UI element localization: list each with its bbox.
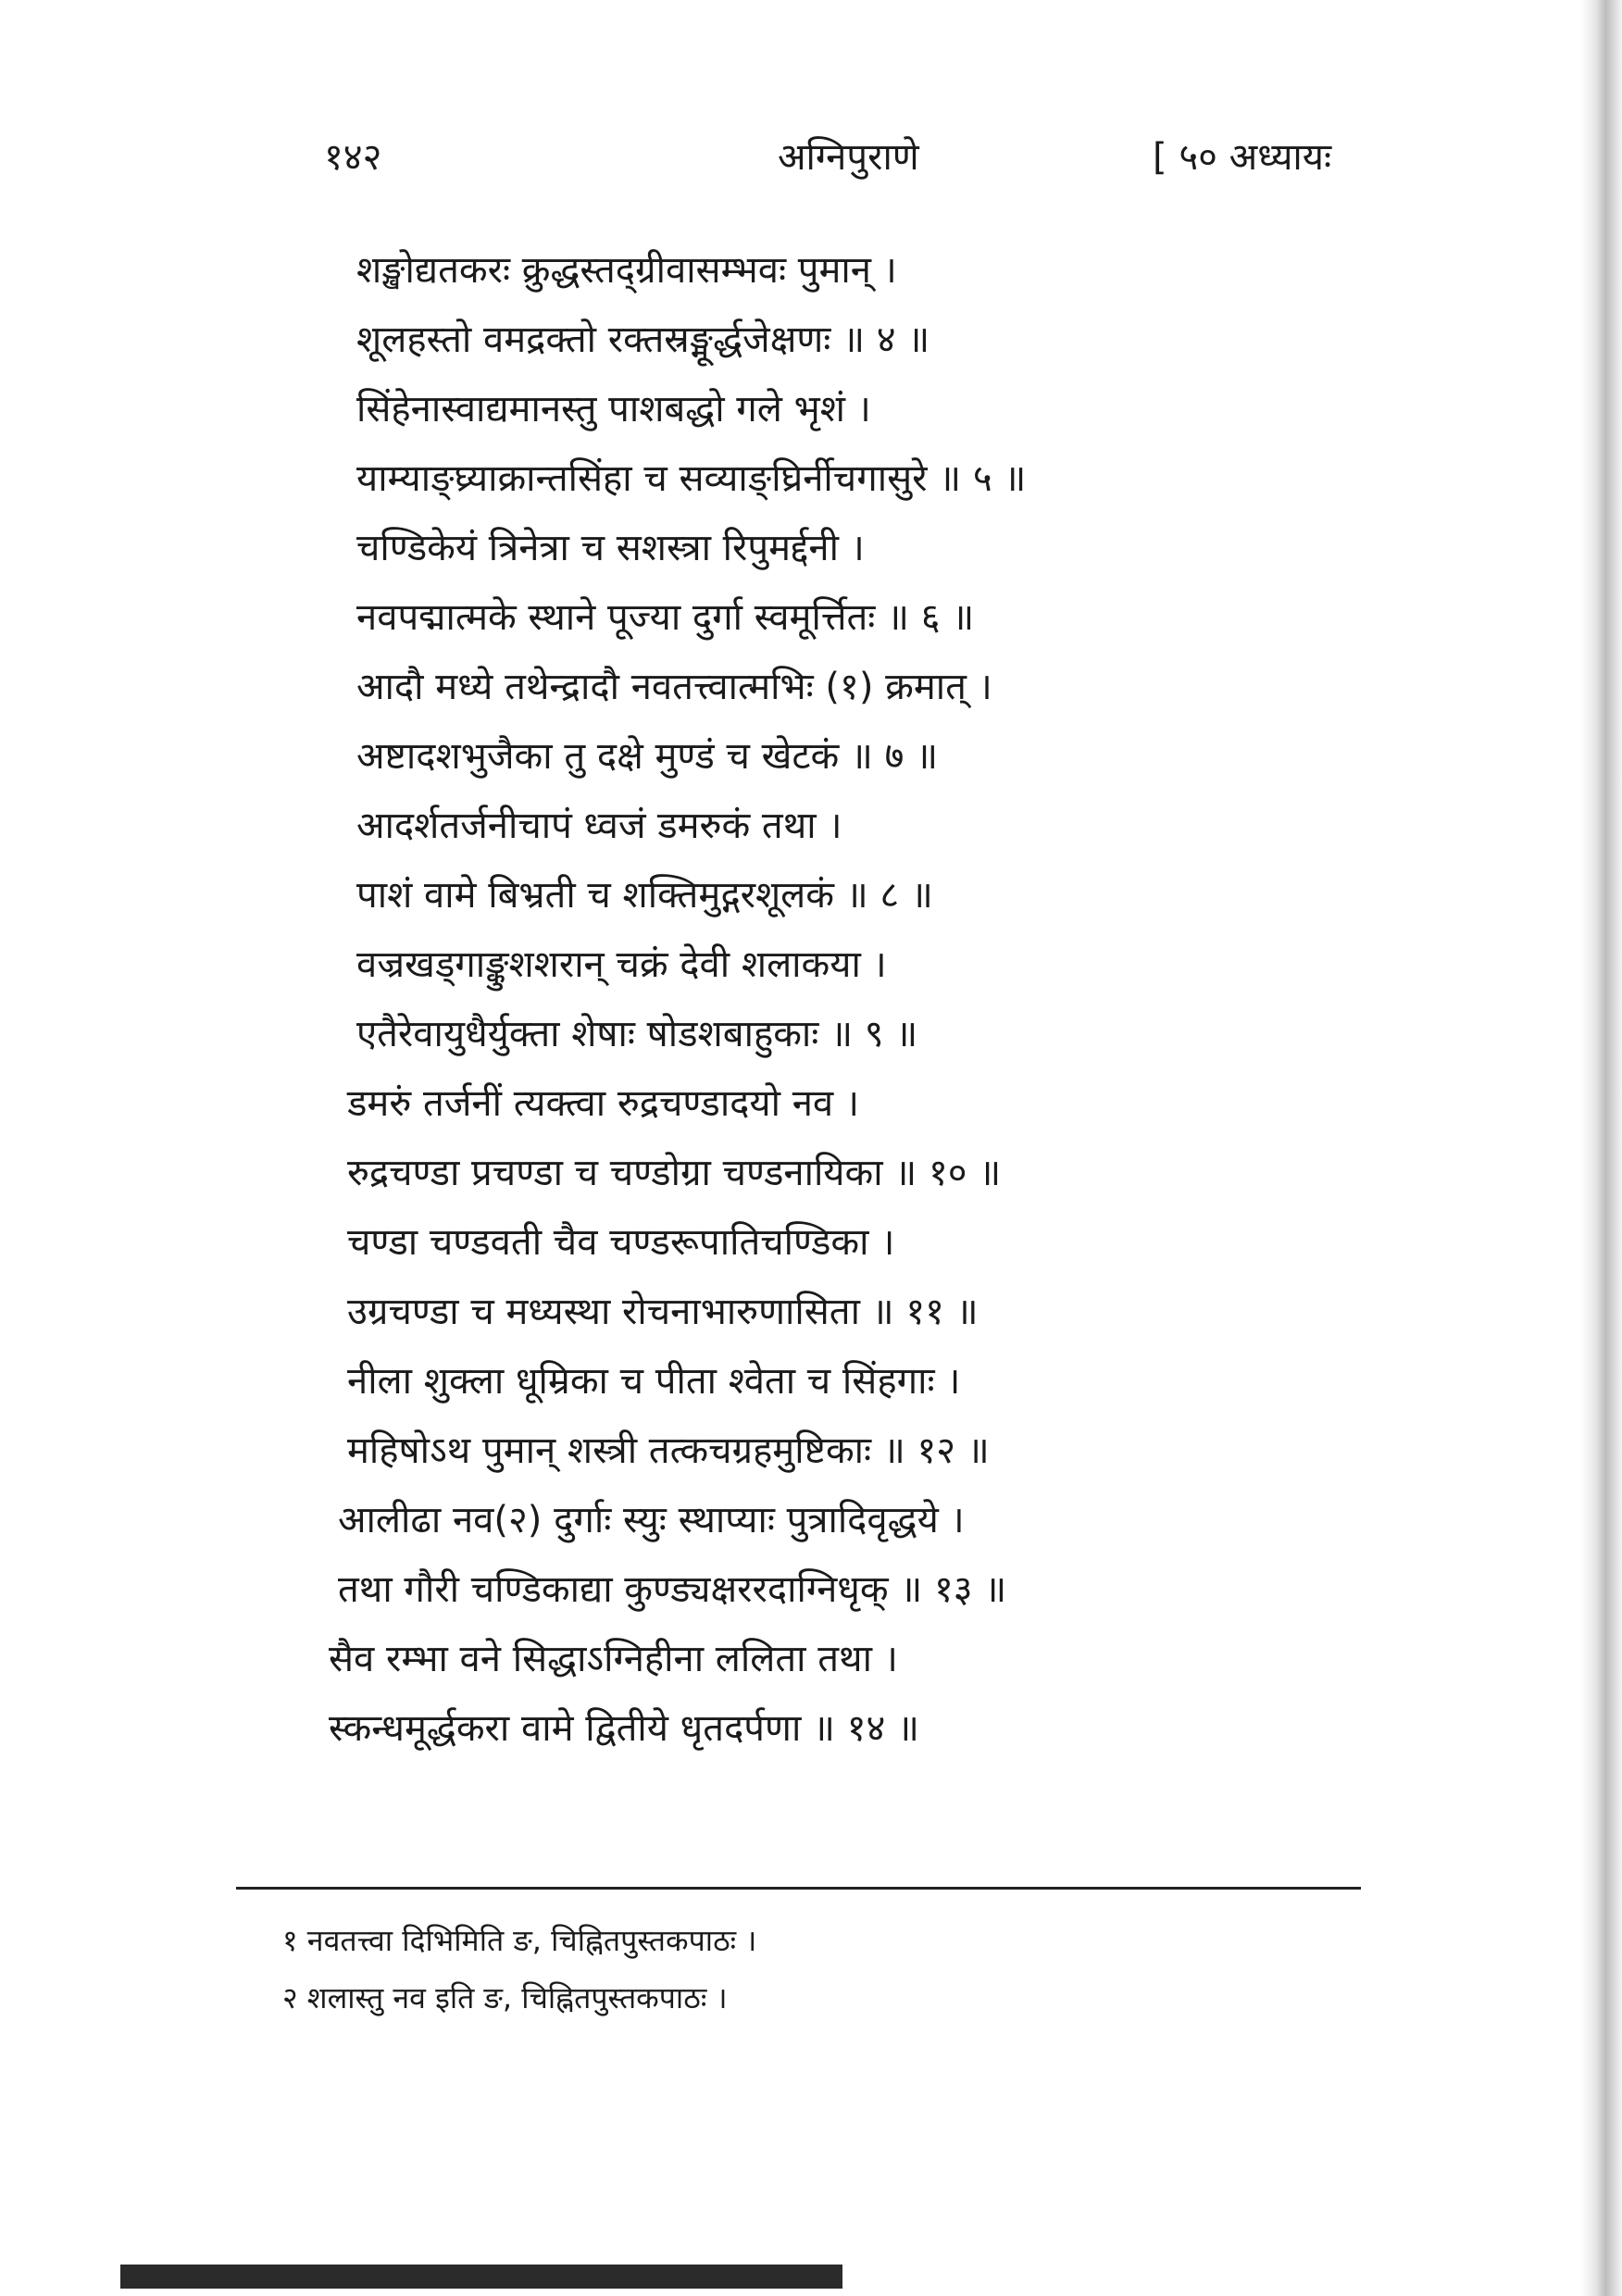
verse-line: सैव रम्भा वने सिद्धाऽग्निहीना ललिता तथा । <box>329 1638 898 1680</box>
footnotes <box>282 1912 1301 2027</box>
verse-line: आदौ मध्ये तथेन्द्रादौ नवतत्त्वात्मभिः (१) क्रमात् । <box>356 666 992 708</box>
scan-bottom-bar <box>120 2265 842 2289</box>
verse-line: शूलहस्तो वमद्रक्तो रक्तस्रङ्मूर्द्धजेक्षणः ॥ ४ ॥ <box>356 318 930 361</box>
page-number: १४२ <box>324 136 382 179</box>
verse-line: आलीढा नव(२) दुर्गाः स्युः स्थाप्याः पुत्रादिवृद्धये । <box>338 1499 965 1541</box>
verse-line: तथा गौरी चण्डिकाद्या कुण्ड्यक्षररदाग्निधृक् ॥ १३ ॥ <box>338 1568 1007 1611</box>
page-header <box>324 130 1435 185</box>
verse-line: अष्टादशभुजैका तु दक्षे मुण्डं च खेटकं ॥ ७ ॥ <box>356 735 939 778</box>
scanned-page-edge <box>1581 0 1622 2296</box>
verse-line: पाशं वामे बिभ्रती च शक्तिमुद्गरशूलकं ॥ ८ ॥ <box>356 874 933 917</box>
verse-line: चण्डा चण्डवती चैव चण्डरूपातिचण्डिका । <box>347 1221 895 1264</box>
verse-line: चण्डिकेयं त्रिनेत्रा च सशस्त्रा रिपुमर्द्दनी । <box>356 527 865 569</box>
book-title: अग्निपुराणे <box>778 136 919 179</box>
chapter-label: [ ५० अध्यायः <box>1153 136 1332 179</box>
footnote: १ नवतत्त्वा दिभिमिति ङ, चिह्नितपुस्तकपाठः । <box>282 1923 757 1958</box>
verse-line: रुद्रचण्डा प्रचण्डा च चण्डोग्रा चण्डनायिका ॥ १० ॥ <box>347 1152 1002 1194</box>
verse-line: याम्याङ्घ्र्याक्रान्तसिंहा च सव्याङ्घ्रिर्नीचगासुरे ॥ ५ ॥ <box>356 457 1027 500</box>
verse-line: नीला शुक्ला धूम्रिका च पीता श्वेता च सिंहगाः । <box>347 1360 961 1403</box>
verse-line: सिंहेनास्वाद्यमानस्तु पाशबद्धो गले भृशं । <box>356 388 871 430</box>
verse-block <box>329 236 1282 1764</box>
verse-line: वज्रखड्गाङ्कुशशरान् चक्रं देवी शलाकया । <box>356 943 887 986</box>
verse-line: नवपद्मात्मके स्थाने पूज्या दुर्गा स्वमूर्त्तितः ॥ ६ ॥ <box>356 596 975 639</box>
verse-line: डमरुं तर्जनीं त्यक्त्वा रुद्रचण्डादयो नव । <box>347 1082 860 1125</box>
verse-line: एतैरेवायुधैर्युक्ता शेषाः षोडशबाहुकाः ॥ ९ ॥ <box>356 1013 918 1055</box>
verse-line: स्कन्धमूर्द्धकरा वामे द्वितीये धृतदर्पणा ॥ १४ ॥ <box>329 1707 919 1750</box>
verse-line: शङ्खोद्यतकरः क्रुद्धस्तद्ग्रीवासम्भवः पुमान् । <box>356 249 897 292</box>
verse-line: उग्रचण्डा च मध्यस्था रोचनाभारुणासिता ॥ ११ ॥ <box>347 1291 979 1333</box>
footnote: २ शलास्तु नव इति ङ, चिह्नितपुस्तकपाठः । <box>282 1980 728 2015</box>
verse-line: महिषोऽथ पुमान् शस्त्री तत्कचग्रहमुष्टिकाः ॥ १२ ॥ <box>347 1429 990 1472</box>
verse-line: आदर्शतर्जनीचापं ध्वजं डमरुकं तथा । <box>356 805 842 847</box>
footnote-divider <box>236 1887 1361 1890</box>
